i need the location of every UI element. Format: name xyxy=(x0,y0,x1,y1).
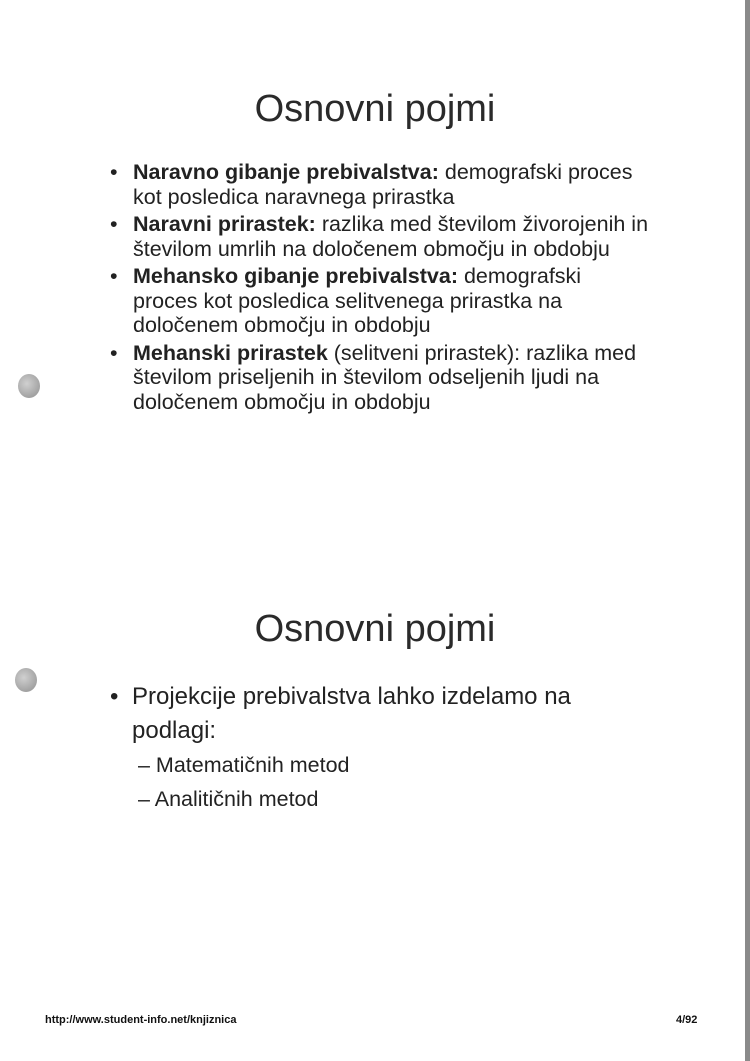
slide1-bullets xyxy=(110,160,650,417)
list-item xyxy=(110,264,650,338)
definition: demografski proces kot posledica naravnega prirastka xyxy=(133,160,633,209)
definition: demografski proces kot posledica selitvenega prirastka na določenem območju in obdobju xyxy=(133,264,582,337)
slide1-title: Osnovni pojmi xyxy=(254,88,496,130)
term: Mehansko gibanje prebivalstva: xyxy=(133,264,458,288)
list-item xyxy=(110,341,650,415)
term: Mehanski prirastek xyxy=(133,340,328,365)
term: Naravno gibanje prebivalstva: xyxy=(133,160,439,184)
list-item xyxy=(110,160,650,209)
scan-edge xyxy=(745,0,750,1061)
term: Naravni prirastek: xyxy=(133,212,316,236)
slide2-title: Osnovni pojmi xyxy=(254,608,496,650)
sub-item: – Matematičnih metod xyxy=(138,753,350,777)
sub-item: – Analitičnih metod xyxy=(138,787,319,811)
definition: razlika med številom živorojenih in številom umrlih na določenem območju in obdobju xyxy=(133,212,649,261)
page-number: 4/92 xyxy=(676,1014,698,1026)
punch-hole xyxy=(15,668,37,692)
list-item: • Projekcije prebivalstva lahko izdelamo na podlagi: xyxy=(110,680,650,748)
slide2-bullets xyxy=(110,680,650,816)
list-item xyxy=(110,212,650,261)
footer-url: http://www.student-info.net/knjiznica xyxy=(45,1014,237,1026)
punch-hole xyxy=(18,374,40,398)
definition: (selitveni prirastek): razlika med številom priseljenih in številom odseljenih ljudi na določenem območju in obdobju xyxy=(133,340,637,414)
